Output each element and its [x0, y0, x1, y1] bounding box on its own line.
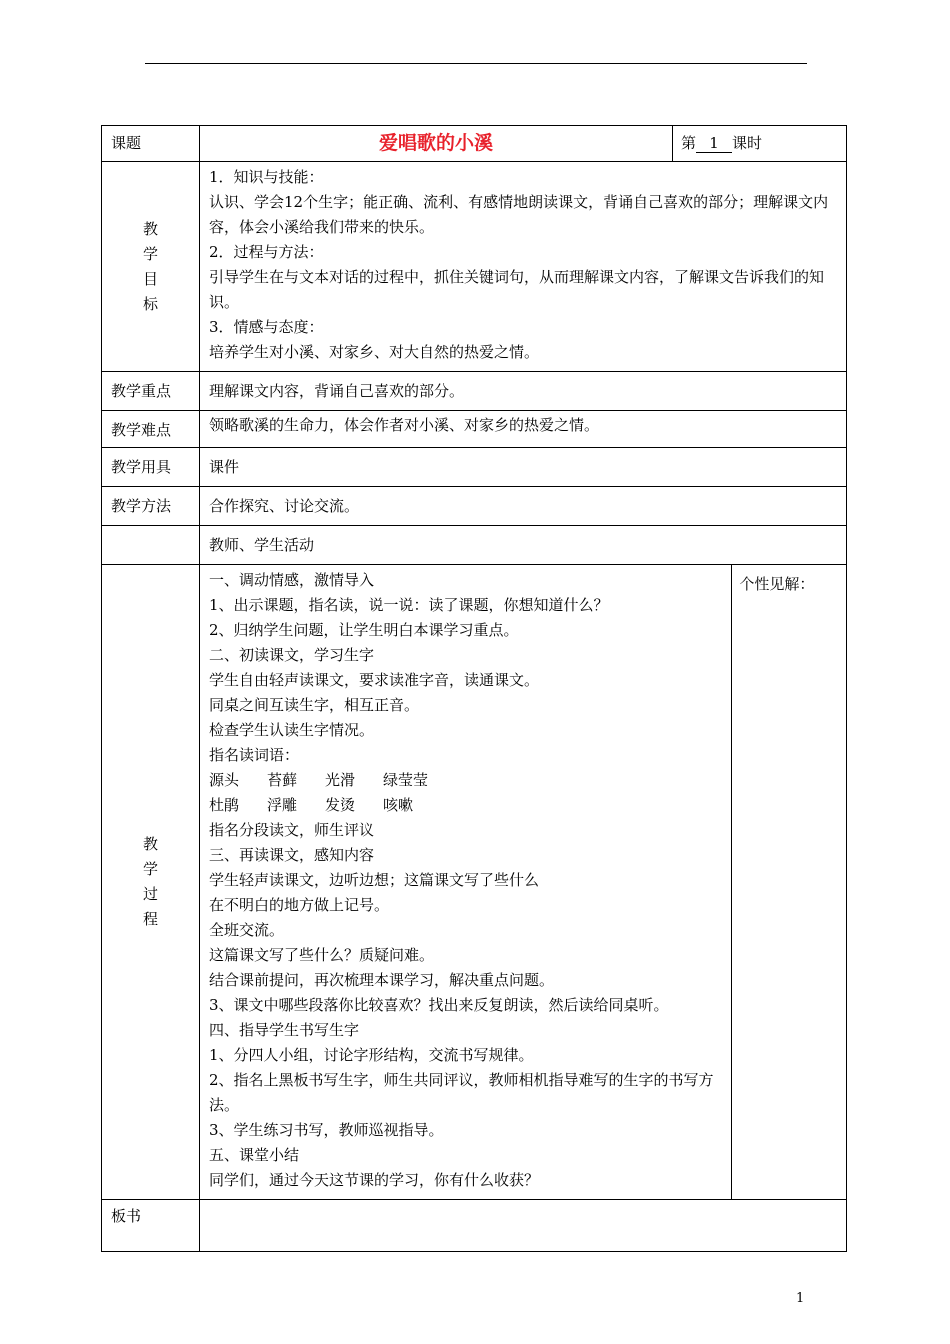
process-line: 这篇课文写了些什么？质疑问难。 [209, 946, 435, 964]
vocab-word: 光滑 [325, 771, 356, 789]
process-row [102, 565, 847, 1200]
vocab-word: 苔藓 [267, 771, 298, 789]
title-label: 课题 [102, 126, 200, 162]
header-rule [145, 63, 807, 64]
vocab-word: 绿莹莹 [383, 771, 429, 789]
vocab-row-2 [209, 793, 724, 818]
process-line: 三、再读课文，感知内容 [209, 846, 375, 864]
process-line: 1、分四人小组，讨论字形结构，交流书写规律。 [209, 1046, 534, 1064]
objectives-content [200, 162, 847, 372]
vocab-word: 源头 [209, 771, 240, 789]
process-line: 检查学生认读生字情况。 [209, 721, 375, 739]
tools-text: 课件 [200, 448, 847, 487]
difficulties-row [102, 411, 847, 448]
objectives-row [102, 162, 847, 372]
process-line: 3、课文中哪些段落你比较喜欢？找出来反复朗读，然后读给同桌听。 [209, 996, 669, 1014]
period-prefix: 第 [681, 134, 697, 152]
lesson-plan-table [101, 125, 847, 1252]
vocab-word: 发烫 [325, 796, 356, 814]
process-line: 同桌之间互读生字，相互正音。 [209, 696, 420, 714]
period-number: 1 [696, 134, 732, 153]
vocab-row-1 [209, 768, 724, 793]
process-line: 学生自由轻声读课文，要求读准字音，读通课文。 [209, 671, 540, 689]
vocab-word: 浮雕 [267, 796, 298, 814]
period-cell [673, 126, 847, 162]
process-line: 3、学生练习书写，教师巡视指导。 [209, 1121, 444, 1139]
objective-line: 1．知识与技能： [209, 168, 324, 186]
process-line: 一、调动情感，激情导入 [209, 571, 375, 589]
objective-line: 3．情感与态度： [209, 318, 324, 336]
vocab-word: 杜鹃 [209, 796, 240, 814]
methods-text: 合作探究、讨论交流。 [200, 487, 847, 526]
process-line: 同学们，通过今天这节课的学习，你有什么收获？ [209, 1171, 540, 1189]
process-content [200, 565, 732, 1199]
objectives-label: 教学目标 [143, 219, 159, 313]
process-line: 五、课堂小结 [209, 1146, 300, 1164]
key-points-text: 理解课文内容，背诵自己喜欢的部分。 [200, 372, 847, 411]
board-row [102, 1200, 847, 1252]
key-points-row [102, 372, 847, 411]
objective-line: 2．过程与方法： [209, 243, 324, 261]
methods-label: 教学方法 [102, 487, 200, 526]
vocab-word: 咳嗽 [383, 796, 414, 814]
activities-header: 教师、学生活动 [200, 526, 847, 565]
objective-line: 引导学生在与文本对话的过程中，抓住关键词句，从而理解课文内容，了解课文告诉我们的知识。 [209, 268, 825, 311]
objective-line: 培养学生对小溪、对家乡、对大自然的热爱之情。 [209, 343, 540, 361]
personal-insights-label: 个性见解： [739, 575, 815, 593]
lesson-title: 爱唱歌的小溪 [378, 131, 493, 154]
tools-label: 教学用具 [102, 448, 200, 487]
process-line: 指名分段读文，师生评议 [209, 821, 375, 839]
process-line: 结合课前提问，再次梳理本课学习，解决重点问题。 [209, 971, 555, 989]
process-line: 2、指名上黑板书写生字，师生共同评议，教师相机指导难写的生字的书写方法。 [209, 1071, 714, 1114]
process-line: 2、归纳学生问题，让学生明白本课学习重点。 [209, 621, 519, 639]
methods-row [102, 487, 847, 526]
process-line: 全班交流。 [209, 921, 285, 939]
process-label: 教学过程 [143, 835, 159, 928]
process-line: 1、出示课题，指名读，说一说：读了课题，你想知道什么？ [209, 596, 609, 614]
process-line: 四、指导学生书写生字 [209, 1021, 360, 1039]
board-label: 板书 [102, 1200, 200, 1252]
title-row [102, 126, 847, 162]
page-number: 1 [796, 1291, 805, 1306]
objective-line: 认识、学会12个生字；能正确、流利、有感情地朗读课文，背诵自己喜欢的部分；理解课文内容，体会小溪给我们带来的快乐。 [209, 193, 829, 236]
board-content [200, 1200, 847, 1252]
difficulties-label: 教学难点 [102, 411, 200, 448]
activities-header-row [102, 526, 847, 565]
tools-row [102, 448, 847, 487]
process-line: 指名读词语： [209, 746, 300, 764]
process-line: 二、初读课文，学习生字 [209, 646, 375, 664]
period-suffix: 课时 [732, 134, 763, 152]
process-line: 学生轻声读课文，边听边想；这篇课文写了些什么 [209, 871, 540, 889]
personal-insights-cell [732, 565, 846, 1199]
process-line: 在不明白的地方做上记号。 [209, 896, 390, 914]
difficulties-text: 领略歌溪的生命力，体会作者对小溪、对家乡的热爱之情。 [200, 411, 847, 448]
key-points-label: 教学重点 [102, 372, 200, 411]
